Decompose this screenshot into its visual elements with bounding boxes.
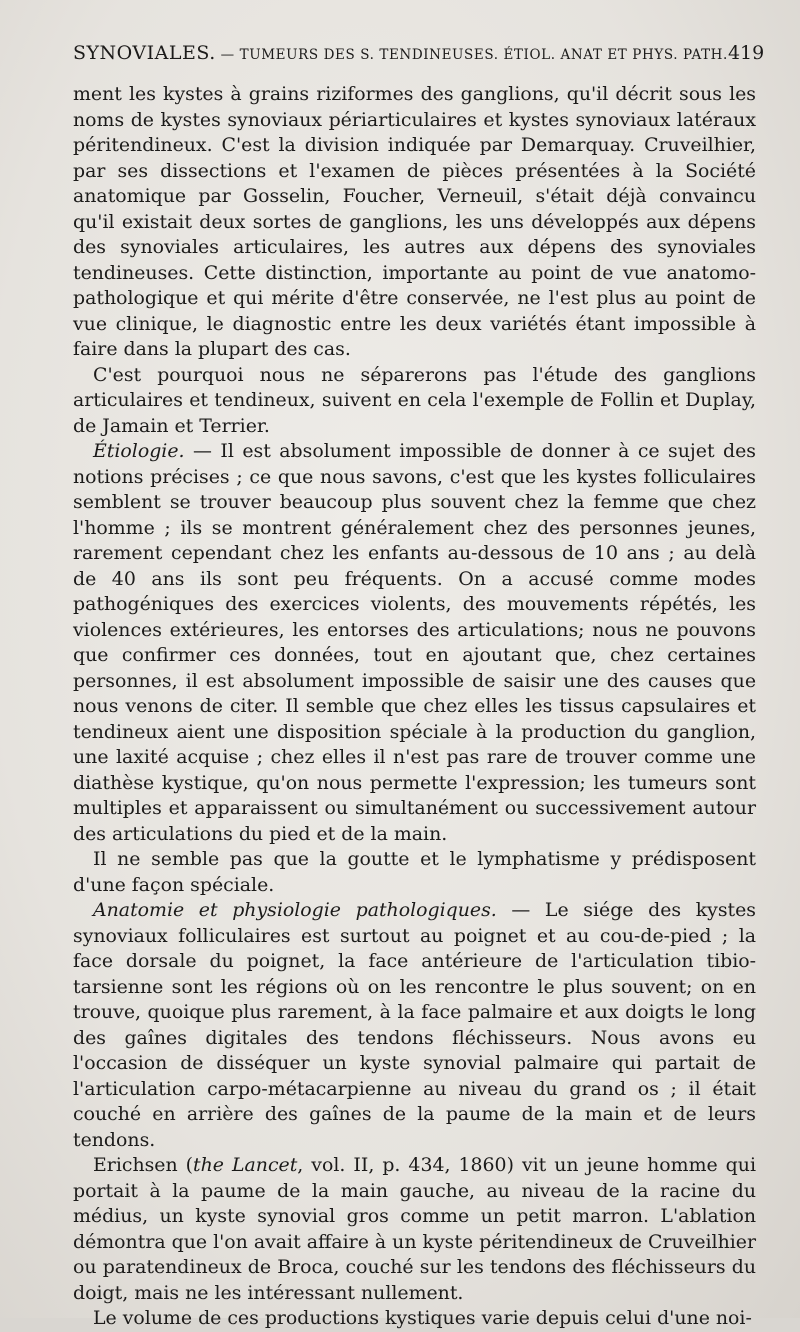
running-head-dash: — [215, 47, 240, 63]
paragraph-text: Il ne semble pas que la goutte et le lymphatisme y prédisposent d'une façon spéciale. [73, 848, 756, 896]
paragraph-text: — Le siége des kystes synoviaux folliculaires est surtout au poignet et au cou-de-pied ; la face dorsale du poignet, la face antérieure de l'articulation tibio-tarsienne sont les régions où on les rencontre le plus souvent; on en trouve, quoique plus rarement, à la face palmaire et aux doigts le long des gaînes digitales des tendons fléchisseurs. Nous avons eu l'occasion de disséquer un kyste synovial palmaire qui partait de l'articulation carpo-métacarpienne au niveau du grand os ; il était couché en arrière des gaînes de la paume de la main et de leurs tendons. [73, 899, 756, 1151]
paragraph [73, 1153, 756, 1306]
paragraph [73, 82, 756, 363]
paragraph-text: , vol. II, p. 434, 1860) vit un jeune homme qui portait à la paume de la main gauche, au niveau de la racine du médius, un kyste synovial gros comme un petit marron. L'ablation démontra que l'on avait affaire à un kyste péritendineux de Cruveilhier ou paratendineux de Broca, couché sur les tendons des fléchisseurs du doigt, mais ne les intéressant nullement. [73, 1154, 756, 1304]
paragraph-text: — Il est absolument impossible de donner à ce sujet des notions précises ; ce que nous savons, c'est que les kystes folliculaires semblent se trouver beaucoup plus souvent chez la femme que chez l'homme ; ils se montrent généralement chez des personnes jeunes, rarement cependant chez les enfants au-dessous de 10 ans ; au delà de 40 ans ils sont peu fréquents. On a accusé comme modes pathogéniques des exercices violents, des mouvements répétés, les violences extérieures, les entorses des articulations; nous ne pouvons que confirmer ces données, tout en ajoutant que, chez certaines personnes, il est absolument impossible de saisir une des causes que nous venons de citer. Il semble que chez elles les tissus capsulaires et tendineux aient une disposition spéciale à la production du ganglion, une laxité acquise ; chez elles il n'est pas rare de trouver comme une diathèse kystique, qu'on nous permette l'expression; les tumeurs sont multiples et apparaissent ou simultanément ou successivement autour des articulations du pied et de la main. [73, 440, 756, 845]
paragraph [73, 363, 756, 440]
journal-citation: the Lancet [193, 1154, 298, 1176]
paragraph-text: ment les kystes à grains riziformes des ganglions, qu'il décrit sous les noms de kystes synoviaux périarticulaires et kystes synoviaux latéraux péritendineux. C'est la division indiquée par Demarquay. Cruveilhier, par ses dissections et l'examen de pièces présentées à la Société anatomique par Gosselin, Foucher, Verneuil, s'était déjà convaincu qu'il existait deux sortes de ganglions, les uns développés aux dépens des synoviales articulaires, les autres aux dépens des synoviales tendineuses. Cette distinction, importante au point de vue anatomo-pathologique et qui mérite d'être conservée, ne l'est plus au point de vue clinique, le diagnostic entre les deux variétés étant impossible à faire dans la plupart des cas. [73, 83, 756, 360]
section-heading-etiologie: Étiologie. [93, 440, 185, 462]
paragraph [73, 898, 756, 1153]
running-head-title [73, 40, 728, 68]
paragraph [73, 439, 756, 847]
paragraph-text: Erichsen ( [93, 1154, 194, 1176]
page-number: 419 [727, 42, 765, 64]
paragraph-text: Le volume de ces productions kystiques varie depuis celui d'une noi- [93, 1307, 752, 1329]
paragraph [73, 1306, 756, 1332]
running-head-subtitle: TUMEURS DES S. TENDINEUSES. ÉTIOL. ANAT ET PHYS. PATH. [239, 47, 728, 63]
running-head [73, 40, 765, 68]
section-heading-anatomie: Anatomie et physiologie pathologiques. [93, 899, 497, 921]
paragraph [73, 847, 756, 898]
running-head-section: SYNOVIALES. [73, 42, 216, 64]
paragraph-text: C'est pourquoi nous ne séparerons pas l'étude des ganglions articulaires et tendineux, suivent en cela l'exemple de Follin et Duplay, de Jamain et Terrier. [73, 363, 756, 437]
body-text [73, 82, 756, 1332]
